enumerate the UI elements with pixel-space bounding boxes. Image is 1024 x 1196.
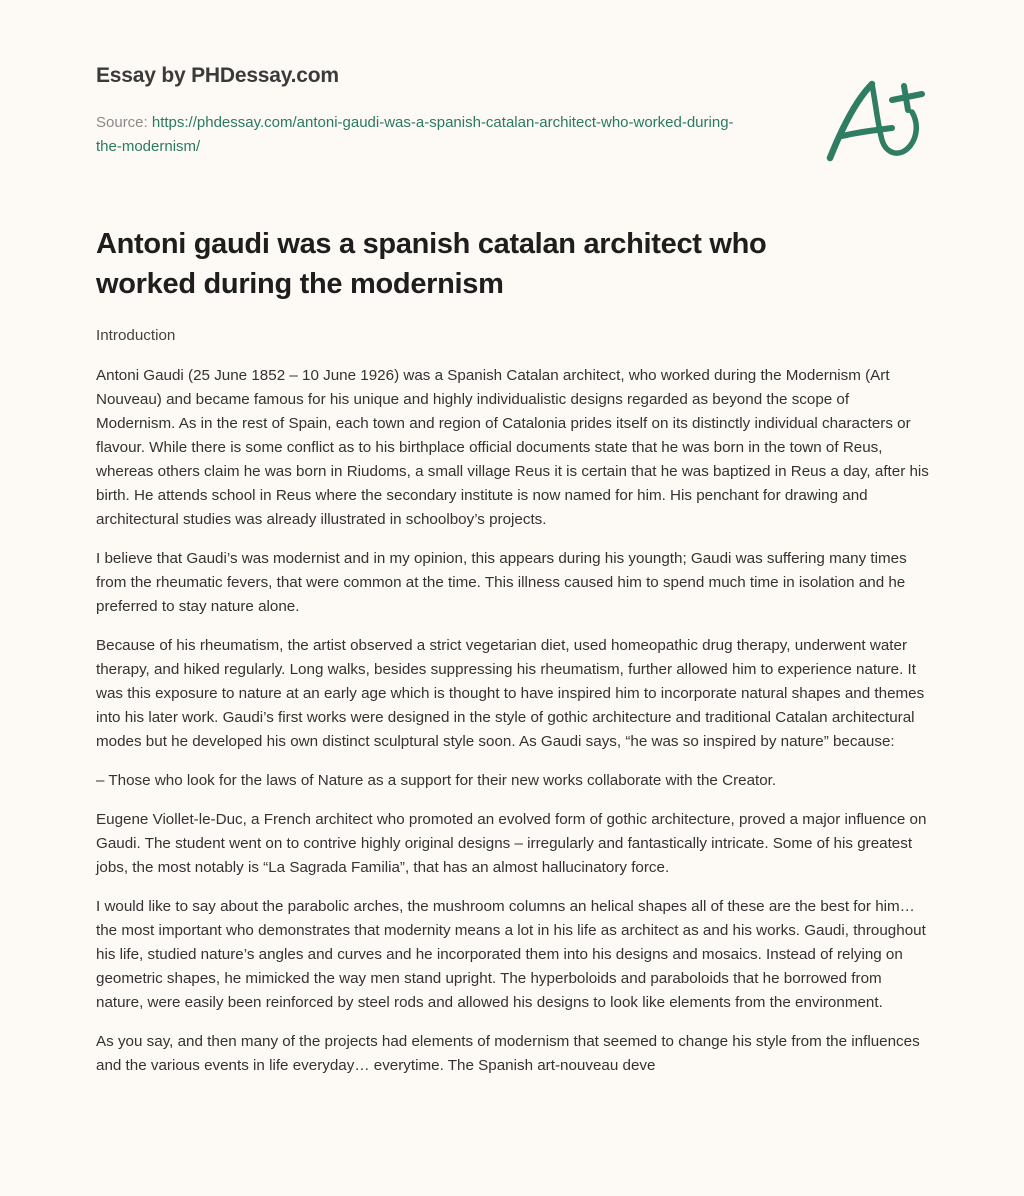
paragraph: Because of his rheumatism, the artist observed a strict vegetarian diet, used homeopathic drug therapy, underwent water therapy, and hiked regularly. Long walks, besides suppressing his rheumatism, further allowed him to experience nature. It was this exposure to nature at an early age which is thought to have inspired him to incorporate natural shapes and themes into his later work. Gaudi’s first works were designed in the style of gothic architecture and traditional Catalan architectural modes but he developed his own distinct sculptural style soon. As Gaudi says, “he was so inspired by nature” because: [96,637,925,750]
paragraph-truncated: As you say, and then many of the projects had elements of modernism that seemed to change his style from the influences and the various events in life everyday… everytime. The Spanish art-nouveau deve [96,1033,920,1074]
source-label: Source: [96,114,152,131]
paragraph: I believe that Gaudi’s was modernist and in my opinion, this appears during his youngth; Gaudi was suffering many times from the rheumatic fevers, that were common at the time. This illness caused him to spend much time in isolation and he preferred to stay nature alone. [96,550,907,615]
essay-body [96,324,930,1093]
site-brand: Essay by PHDessay.com [96,64,339,87]
essay-title: Antoni gaudi was a spanish catalan architect who worked during the modernism [96,228,767,300]
paragraph: Eugene Viollet-le-Duc, a French architect who promoted an evolved form of gothic architecture, proved a major influence on Gaudi. The student went on to contrive highly original designs – irregularly and fantastically intricate. Some of his greatest jobs, the most notably is “La Sagrada Familia”, that has an almost hallucinatory force. [96,811,927,876]
a-plus-grade-icon [822,66,926,170]
quote-paragraph: – Those who look for the laws of Nature as a support for their new works collaborate with the Creator. [96,772,777,789]
paragraph: I would like to say about the parabolic arches, the mushroom columns an helical shapes all of these are the best for him… the most important who demonstrates that modernity means a lot in his life as architect as and his works. Gaudi, throughout his life, studied nature’s angles and curves and he incorporated them into his designs and mosaics. Instead of relying on geometric shapes, he mimicked the way men stand upright. The hyperboloids and paraboloids that he borrowed from nature, were easily been reinforced by steel rods and allowed his designs to look like elements from the environment. [96,898,926,1011]
paragraph: Antoni Gaudi (25 June 1852 – 10 June 1926) was a Spanish Catalan architect, who worked during the Modernism (Art Nouveau) and became famous for his unique and highly individualistic designs regarded as beyond the scope of Modernism. As in the rest of Spain, each town and region of Catalonia prides itself on its distinctly individual characters or flavour. While there is some conflict as to his birthplace official documents state that he was born in the town of Reus, whereas others claim he was born in Riudoms, a small village Reus it is certain that he was baptized in Reus a day, after his birth. He attends school in Reus where the secondary institute is now named for him. His penchant for drawing and architectural studies was already illustrated in schoolboy’s projects. [96,367,929,528]
source-link[interactable]: https://phdessay.com/antoni-gaudi-was-a-spanish-catalan-architect-who-worked-during-the-modernism/ [96,114,734,155]
section-heading-introduction: Introduction [96,327,176,344]
source-line [96,111,736,159]
